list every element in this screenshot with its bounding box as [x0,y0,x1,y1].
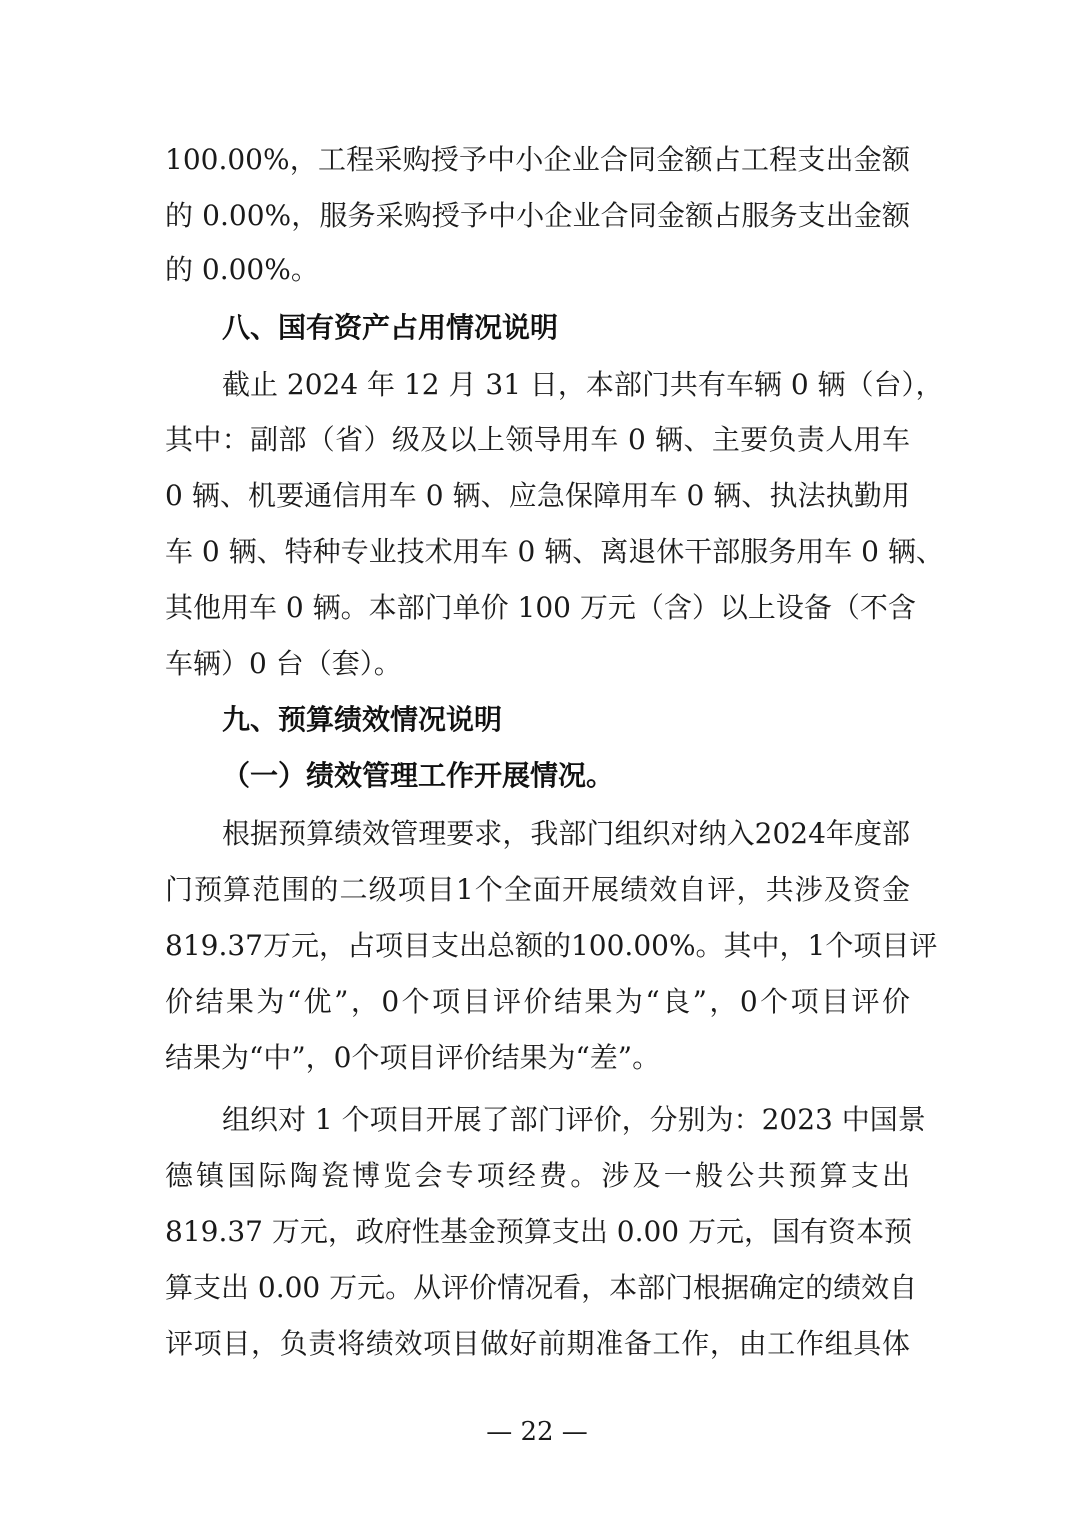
body-line: 车 0 辆、特种专业技术用车 0 辆、离退休干部服务用车 0 辆、 [165,535,944,568]
section-heading: 八、国有资产占用情况说明 [222,311,559,344]
body-line: 其中：副部（省）级及以上领导用车 0 辆、主要负责人用车 [165,423,910,456]
body-line: 819.37万元，占项目支出总额的100.00%。其中，1个项目评 [165,929,938,962]
body-line: 819.37 万元，政府性基金预算支出 0.00 万元，国有资本预 [165,1215,913,1248]
body-line: 根据预算绩效管理要求，我部门组织对纳入2024年度部 [222,817,910,850]
body-line: 算支出 0.00 万元。从评价情况看，本部门根据确定的绩效自 [165,1271,918,1304]
subsection-heading: （一）绩效管理工作开展情况。 [222,759,615,792]
body-line: 结果为“中”，0个项目评价结果为“差”。 [165,1041,661,1074]
body-line: 100.00%，工程采购授予中小企业合同金额占工程支出金额 [165,143,910,176]
body-line: 价结果为“优”，0个项目评价结果为“良”，0个项目评价 [165,985,910,1018]
page-number: — 22 — [486,1417,588,1447]
body-line: 组织对 1 个项目开展了部门评价，分别为：2023 中国景 [222,1103,926,1136]
body-line: 其他用车 0 辆。本部门单价 100 万元（含）以上设备（不含 [165,591,916,624]
body-line: 德镇国际陶瓷博览会专项经费。涉及一般公共预算支出 [165,1159,910,1192]
body-line: 截止 2024 年 12 月 31 日，本部门共有车辆 0 辆（台）， [222,368,944,401]
body-line: 评项目，负责将绩效项目做好前期准备工作，由工作组具体 [165,1327,910,1360]
body-line: 的 0.00%，服务采购授予中小企业合同金额占服务支出金额 [165,199,910,232]
body-line: 车辆）0 台（套）。 [165,647,402,680]
body-line: 门预算范围的二级项目1个全面开展绩效自评，共涉及资金 [165,873,910,906]
section-heading: 九、预算绩效情况说明 [222,703,503,736]
body-line: 的 0.00%。 [165,253,319,286]
body-line: 0 辆、机要通信用车 0 辆、应急保障用车 0 辆、执法执勤用 [165,479,910,512]
